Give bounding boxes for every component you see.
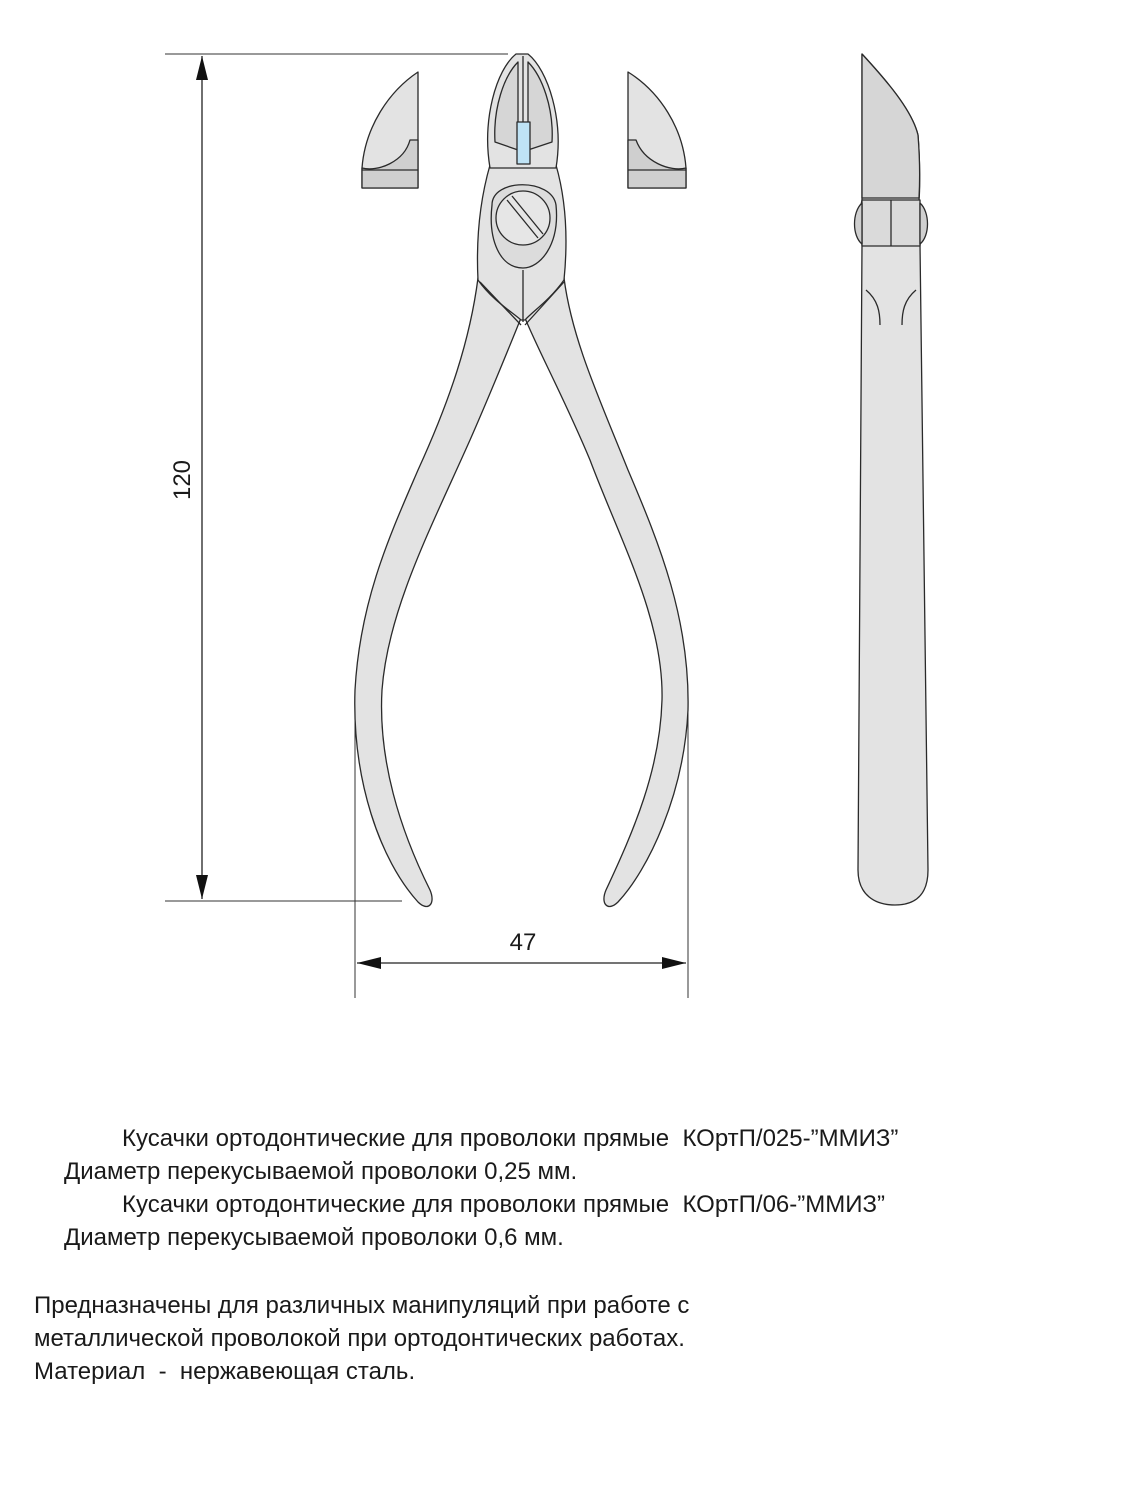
side-view-hinge-right (920, 203, 928, 244)
description-block (34, 1289, 689, 1388)
spec-2-title: Кусачки ортодонтические для проволоки прямые КОртП/06-”ММИЗ” (122, 1191, 885, 1218)
spec-1-diameter: Диаметр перекусываемой проволоки 0,25 мм. (64, 1158, 578, 1185)
height-label: 120 (169, 459, 196, 501)
description-line-1: Предназначены для различных манипуляций при работе с (34, 1292, 690, 1319)
wire-highlight (517, 122, 530, 164)
jaw-blade-right (628, 72, 686, 188)
spec-1-title: Кусачки ортодонтические для проволоки прямые КОртП/025-”ММИЗ” (122, 1125, 899, 1152)
spec-2-diameter: Диаметр перекусываемой проволоки 0,6 мм. (64, 1224, 564, 1251)
pliers-side-view (855, 54, 929, 905)
pivot-screw (496, 191, 550, 245)
description-line-2: металлической проволокой при ортодонтических работах. (34, 1325, 685, 1352)
right-handle (525, 278, 688, 906)
jaw-blade-left (362, 72, 418, 188)
height-dimension (165, 54, 508, 901)
side-view-tip-shade (862, 54, 920, 198)
side-view-hinge-left (855, 203, 863, 244)
description-line-3: Материал - нержавеющая сталь. (34, 1358, 416, 1385)
width-label: 47 (509, 929, 537, 956)
left-handle (355, 278, 521, 906)
